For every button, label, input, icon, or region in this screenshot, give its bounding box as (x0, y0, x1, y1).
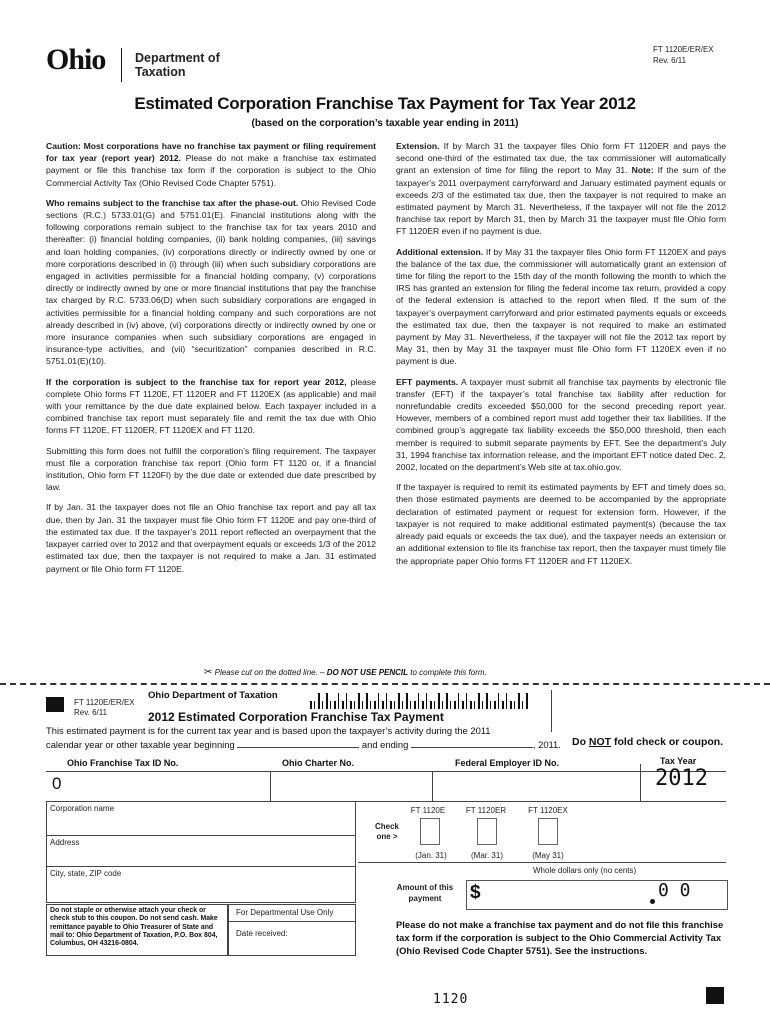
coupon-title: 2012 Estimated Corporation Franchise Tax Payment (148, 710, 444, 724)
do-not-fold-c: fold check or coupon. (611, 736, 724, 748)
whole-dollars-note: Whole dollars only (no cents) (533, 866, 637, 875)
eft-deemed-paragraph: If the taxpayer is required to remit its estimated payments by EFT and timely does so, then those estimated payments are deemed to be accompanied by the appropriate declaration of estimated payment or request for extension form. However, if the taxpayer is not required to make additional estimated payment(s) (because the tax already paid equals or exceeds the tax due), and the taxpayer needs an extension or an additional extension to file its franchise tax report, then the taxpayer must timely file the appropriate paper Ohio forms FT 1120ER and FT 1120EX. (396, 482, 726, 566)
cut-text-pencil: DO NOT USE PENCIL (326, 668, 409, 677)
form-number-header (653, 44, 714, 66)
check-row-rule (358, 862, 726, 863)
instructions-right-column (396, 140, 726, 575)
dollar-sign: $ (470, 882, 481, 903)
address-rule (46, 866, 356, 867)
cents-value: 0 0 (658, 880, 691, 901)
registration-mark-top-left (46, 697, 64, 712)
form-number: FT 1120E/ER/EX (653, 45, 714, 54)
registration-mark-bottom-right (706, 987, 724, 1004)
option-date-may: (May 31) (532, 851, 564, 860)
city-field[interactable] (50, 881, 350, 895)
beginning-label: calendar year or other taxable year beginning (46, 739, 235, 750)
charter-label: Ohio Charter No. (282, 758, 355, 768)
name-rule (46, 835, 356, 836)
option-date-jan: (Jan. 31) (415, 851, 447, 860)
eft-text: A taxpayer must submit all franchise tax payments by electronic file transfer (EFT) if the taxpayer’s total franchise tax liability after reduction for nonrefundable credits exceeded $50,000 for the second preceding report year. However, members of a combined report must add together their tax liabilities. If the combined group’s aggregate tax liability exceeds the $50,000 threshold, then each member is required to submit separate payments by EFT. See the department’s July 31, 1994 franchise tax information release, and the important EFT notice dated Dec. 2, 2002, located on the department’s Web site at tax.ohio.gov. (396, 376, 726, 473)
caution-text: Please do not make a franchise tax estimated payment or file this franchise tax form if the corporation is subject to the Ohio Commercial Activity Tax (Ohio Revised Code Chapter 5751). (46, 153, 376, 188)
if-subject-paragraph (46, 376, 376, 437)
department-name (135, 51, 220, 79)
id-divider-2 (432, 771, 433, 801)
eft-heading: EFT payments. (396, 376, 459, 387)
coupon-header-divider (551, 690, 552, 732)
postal-barcode-mask (310, 693, 530, 701)
franchise-id-value[interactable]: 0 (52, 774, 62, 793)
cut-text-a: Please cut on the dotted line. – (214, 668, 327, 677)
logo-divider (121, 48, 122, 82)
option-label-1120e: FT 1120E (410, 806, 446, 815)
additional-extension-heading: Additional extension. (396, 246, 484, 257)
option-date-mar: (Mar. 31) (470, 851, 503, 860)
do-not-fold-notice (572, 736, 723, 748)
note-text: If the sum of the taxpayer’s 2011 overpayment carryforward and January estimated payment equals or exceeds 2/3 of the estimated tax due, then the taxpayer is not required to make an estimated payment by March 31. Nevertheless, if the taxpayer will not file the 2012 franchise tax report by March 31, then by March 31 the taxpayer must file Ohio form FT 1120ER even if no payment is due. (396, 165, 726, 237)
dept-line1: Department of (135, 51, 220, 65)
additional-extension-paragraph (396, 246, 726, 368)
coupon-activity-line1: This estimated payment is for the current tax year and is based upon the taxpayer’s activity during the 2011 (46, 725, 491, 736)
amount-label-line2: payment (408, 894, 442, 903)
instructions-left-column (46, 140, 376, 583)
id-divider-1 (270, 771, 271, 801)
dept-use-rule (228, 921, 356, 922)
tax-year-label: Tax Year (660, 756, 697, 766)
coupon-form-number (74, 698, 135, 718)
cut-instruction (204, 667, 487, 678)
do-not-fold-a: Do (572, 736, 589, 748)
dept-use-label: For Departmental Use Only (236, 908, 334, 917)
jan31-paragraph: If by Jan. 31 the taxpayer does not file an Ohio franchise tax report and pay all tax due, then by Jan. 31 the taxpayer must file Ohio form FT 1120E and pay one-third of the estimated tax due. If the taxpayer’s 2011 report reflected an overpayment that the taxpayer carried over to 2012 and that overpayment equals or exceeds 1/3 of the 2012 estimated tax due, then the taxpayer is not required to make a Jan. 31 estimated payment or file Ohio form FT 1120E. (46, 502, 376, 574)
scissors-icon: ✂ (204, 667, 213, 678)
do-not-fold-not: NOT (588, 736, 612, 748)
page-title: Estimated Corporation Franchise Tax Payment for Tax Year 2012 (134, 94, 636, 113)
option-label-1120ex: FT 1120EX (528, 806, 568, 815)
checkbox-1120er[interactable] (477, 818, 497, 845)
amount-label-line1: Amount of this (396, 883, 454, 892)
form-revision: Rev. 6/11 (653, 56, 687, 65)
id-divider-3 (640, 764, 641, 801)
page-subtitle: (based on the corporation’s taxable year ending in 2011) (251, 118, 519, 129)
beginning-date-field[interactable] (237, 738, 359, 748)
cut-dotted-line (0, 683, 770, 685)
if-subject-text: please complete Ohio forms FT 1120E, FT 1120ER and FT 1120EX (as applicable) and mail with your remittance by the due date explained below. Each taxpayer included in a combined franchise tax report must separately file and remit the tax due with Ohio forms FT 1120E, FT 1120ER, FT 1120EX and FT 1120. (46, 376, 376, 436)
fein-label: Federal Employer ID No. (455, 758, 560, 768)
extension-text: If by March 31 the taxpayer files Ohio form FT 1120ER and pays the second one-third of the estimated tax due, the tax commissioner will automatically grant an extension of time for filing the report to May 31. (396, 141, 726, 176)
option-label-1120er: FT 1120ER (465, 806, 507, 815)
checkbox-1120e[interactable] (420, 818, 440, 845)
subject-paragraph (46, 197, 376, 368)
coupon-dept: Ohio Department of Taxation (148, 690, 278, 701)
tax-year-value: 2012 (655, 766, 708, 791)
ending-label: and ending (361, 739, 409, 750)
decimal-point (650, 899, 655, 904)
if-subject-heading: If the corporation is subject to the franchise tax for report year 2012, (46, 376, 347, 387)
ending-year: , 2011. (532, 739, 561, 750)
bottom-notice: Please do not make a franchise tax payment and do not file this franchise tax form if the corporation is subject to the Ohio Commercial Activity Tax (Ohio Revised Code Chapter 5751). See the instructions. (396, 919, 724, 956)
ending-date-field[interactable] (411, 738, 533, 748)
coupon-form-id: FT 1120E/ER/EX (74, 698, 135, 707)
check-one-label: Check one > (374, 822, 399, 841)
submitting-paragraph: Submitting this form does not fulfill the corporation’s filing requirement. The taxpayer must file a corporation franchise tax report (Ohio form FT 1120 or, if a financial institution, Ohio form FT 1120FI) by the due date or extended due date prescribed by law. (46, 445, 376, 493)
corp-name-field[interactable] (50, 815, 350, 829)
id-row-top-rule (46, 771, 726, 772)
date-received-label: Date received: (236, 929, 288, 938)
coupon-revision: Rev. 6/11 (74, 708, 108, 717)
additional-extension-text: If by May 31 the taxpayer files Ohio form FT 1120EX and pays the balance of the tax due, the commissioner will automatically grant an extension of time for filing the report to the 15th day of the month following the month to which the IRS has granted an extension for filing the federal income tax return, provided a copy of the federal extension is attached to the report when filed. If the sum of the taxpayer’s overpayment carryforward and prior estimated payments equals or exceeds the estimated tax due, then the taxpayer is not required to make an estimated payment by May 31. Nevertheless, if the taxpayer will not file the 2012 tax report by May 31, then by May 31 the taxpayer must file Ohio form FT 1120EX even if no payment is due. (396, 246, 726, 367)
caution-heading: Caution: Most corporations have no franchise tax payment or filing requirement for tax year (report year) 2012. (46, 141, 376, 164)
franchise-id-label: Ohio Franchise Tax ID No. (67, 758, 179, 768)
caution-paragraph (46, 140, 376, 189)
subject-text: Ohio Revised Code sections (R.C.) 5733.01(G) and 5751.01(E). Financial institutions along with the following corporations remain subject to the franchise tax for tax years 2010 and thereafter: (i) financial holding companies, (ii) bank holding companies, (iii) savings and loan holding companies, (iv) corporations directly or indirectly owned by one or more corporations described in (i) through (iii) when such subsidiary corporations are engaged in activities permissible for a financial holding company, (v) corporations directly or indirectly owned by one or more financial institutions that pay the franchise tax charged by R.C. 5733.06(D) when such subsidiary corporations are engaged in activities permissible for a financial holding company and such corporations are not already described in (iv) above, (vi) corporations directly or indirectly owned by one or more insurance companies when such subsidiary corporations are engaged in insurance-type activities, and (vii) “securitization” companies described in R.C. 5751.01(E)(10). (46, 197, 376, 367)
extension-paragraph (396, 140, 726, 238)
extension-heading: Extension. (396, 141, 440, 151)
note-heading: Note: (631, 165, 654, 176)
address-field[interactable] (50, 850, 350, 864)
cut-text-c: to complete this form. (408, 668, 487, 677)
coupon-activity-line2 (46, 738, 561, 750)
footer-form-code: 1120 (433, 992, 469, 1007)
city-label: City, state, ZIP code (50, 869, 122, 878)
amount-label (390, 882, 460, 904)
eft-paragraph (396, 376, 726, 474)
corp-name-label: Corporation name (50, 804, 115, 813)
staple-notice: Do not staple or otherwise attach your check or check stub to this coupon. Do not send cash. Make remittance payable to Ohio Treasurer of State and mail to: Ohio Department of Taxation, P.O. Box 804, Columbus, OH 43216-0804. (50, 907, 218, 948)
checkbox-1120ex[interactable] (538, 818, 558, 845)
subject-heading: Who remains subject to the franchise tax after the phase-out. (46, 197, 299, 208)
dept-line2: Taxation (135, 65, 186, 79)
address-label: Address (50, 838, 80, 847)
ohio-logo: Ohio (46, 43, 106, 76)
